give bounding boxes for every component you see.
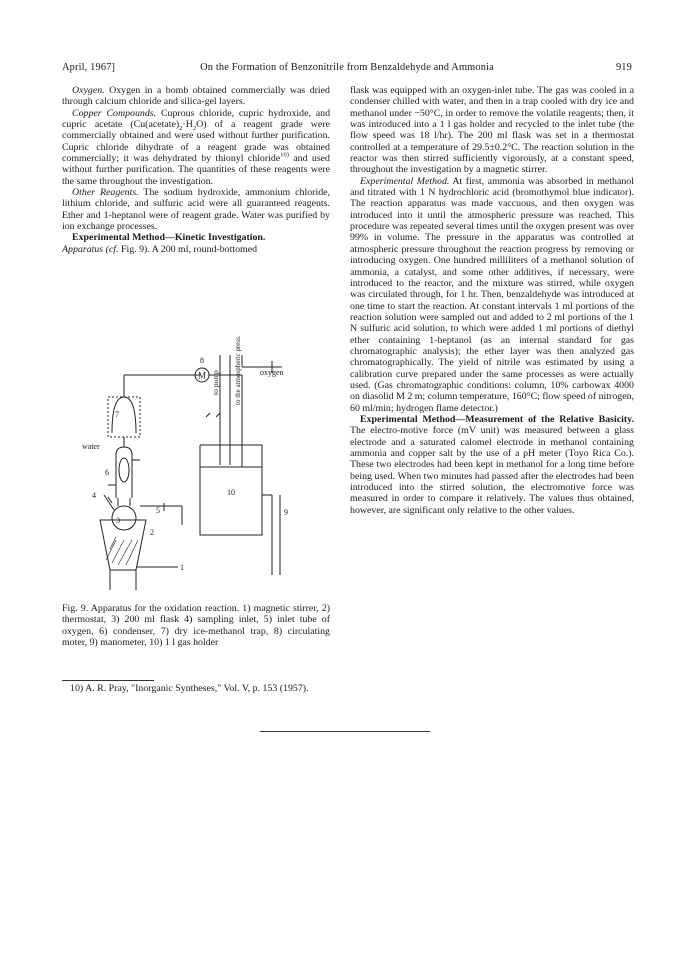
- right-column: [350, 85, 634, 516]
- subhead-oxygen: Oxygen.: [72, 85, 105, 96]
- header-date: April, 1967]: [62, 62, 116, 73]
- magnetic-stirrer: [110, 570, 136, 590]
- caption-text: Fig. 9. Apparatus for the oxidation reaction. 1) magnetic stirrer, 2) thermostat, 3) 200 ml flask 4) sampling inlet, 5) inlet tube of oxygen, 6) condenser, 7) dry ice-methanol trap, 8) circulating moter, 9) manometer, 10) 1 l gas holder: [62, 603, 330, 648]
- left-column: [62, 85, 330, 255]
- text-oxygen: Oxygen in a bomb obtained commercially was dried through calcium chloride and silica-gel layers.: [62, 85, 330, 108]
- label-9: 9: [284, 508, 288, 517]
- text-apparatus: Fig. 9). A 200 ml, round-bottomed: [118, 243, 258, 255]
- oxygen-label: oxygen: [260, 368, 284, 377]
- water-label: water: [82, 442, 100, 451]
- to-atmosphere-label: to the atmospheric press.: [234, 335, 242, 405]
- footnote: [62, 683, 330, 694]
- paragraph-experimental-method: [350, 176, 634, 414]
- footnote-text: 10) A. R. Pray, "Inorganic Syntheses," Vol. V, p. 153 (1957).: [70, 683, 309, 694]
- text-experimental-method: At first, ammonia was absorbed in methanol and titrated with 1 N hydrochloric acid (bromothymol blue indicator). The reaction apparatus was made vaccuous, and then oxygen was introduced into it until the atmospheric pressure was reached. This procedure was repeated several times until the oxygen present was over 99% in volume. The pressure in the apparatus was controlled at atmospheric pressure throughout the reaction progress by removing or introducing oxygen. One hundred milliliters of a methanol solution of ammonia, a catalyst, and some other additives, if necessary, were introduced to the reactor, and the mixture was stirred, while oxygen was circulated through, for 1 hr. Then, benzaldehyde was introduced at one time to start the reaction. At constant intervals 1 ml portions of the reaction solution were sampled out and added to 2 ml portions of the 1 N sulfuric acid solution, to which were added 1 ml portions of diethyl ether containing 1-heptanol (as an internal standard for gas chromatographic analysis); the ether layer was then analyzed gas chromatographically. The yield of nitrile was estimated by using a calibration curve prepared under the same processes as were actually used. (Gas chromatographic conditions: column, 10% carbowax 4000 on diasolid M 2 m; column temperature, 160°C; flow speed of nitrogen, 60 ml/min; hydrogen flame detector.): [350, 175, 634, 414]
- text-cf: (cf.: [103, 243, 119, 255]
- heading-basicity: Experimental Method—Measurement of the Relative Basicity.: [360, 413, 634, 425]
- figure-caption: [62, 603, 330, 648]
- paragraph-apparatus-cont: flask was equipped with an oxygen-inlet tube. The gas was cooled in a condenser chilled with water, and then in a trap cooled with dry ice and methanol under −50°C, in order to remove the volatile reagents; then, it was introduced into a 1 l gas holder and recycled to the inlet tube (the flow speed was 18 l/hr). The 200 ml flask was set in a thermostat controlled at a temperature of 29.5±0.2°C. The reaction solution in the reactor was then stirred sufficiently vigorously, at a constant speed, throughout the investigation by a magnetic stirrer.: [350, 85, 634, 176]
- condenser: [116, 447, 132, 498]
- subhead-copper: Copper Compounds.: [72, 107, 157, 119]
- paragraph-apparatus: [62, 244, 330, 255]
- thermostat-bath: [100, 520, 146, 570]
- paragraph-copper: [62, 108, 330, 187]
- subhead-apparatus: Apparatus: [62, 243, 104, 255]
- label-8: 8: [200, 356, 204, 365]
- label-1: 1: [180, 563, 184, 572]
- end-rule: [260, 731, 430, 732]
- paragraph-other-reagents: [62, 187, 330, 232]
- footnote-ref[interactable]: 10): [280, 151, 289, 159]
- text-copper-b: ·H: [182, 119, 193, 131]
- text-other: The sodium hydroxide, ammonium chloride, lithium chloride, and sulfuric acid were all guaranteed reagents. Ether and 1-heptanol were of reagent grade. Water was purified by ion exchange processes.: [62, 187, 330, 233]
- section-heading-kinetic: [62, 232, 330, 243]
- header-title: On the Formation of Benzonitrile from Benzaldehyde and Ammonia: [200, 62, 494, 73]
- heading-kinetic: Experimental Method—Kinetic Investigation.: [72, 232, 266, 244]
- running-header: [62, 62, 632, 76]
- page-number: 919: [615, 62, 632, 73]
- bath-hatching: [106, 537, 138, 565]
- text-basicity: The electro-motive force (mV unit) was measured between a glass electrode and a saturated calomel electrode in methanol containing ammonia and copper salt by the use of a pH meter (Toyo Rica Co.). These two electrodes had been kept in methanol for a long time before being used. When two minutes had passed after the electrodes had been introduced into the stirred solution, the electromotive force was measured in order to compare it relatively. The values thus obtained, however, are significant only relative to the other values.: [350, 425, 634, 516]
- paragraph-basicity: [350, 414, 634, 516]
- to-pump-label: to pump: [211, 370, 220, 395]
- label-3: 3: [116, 516, 120, 525]
- label-7: 7: [115, 410, 119, 419]
- motor-label: M: [197, 370, 207, 381]
- footnote-rule: [62, 680, 154, 681]
- label-2: 2: [150, 528, 154, 537]
- subhead-other: Other Reagents.: [72, 187, 139, 199]
- text-copper-c: O) of a reagent grade were commercially obtained and were used without further purification. Cupric chloride dihydrate of a reagent grade was obtained commercially; it was dehydrated by thionyl chloride: [62, 119, 330, 165]
- subhead-experimental-method: Experimental Method.: [360, 175, 450, 187]
- apparatus-figure: [82, 335, 312, 590]
- subscript: 2: [179, 125, 183, 132]
- paragraph-oxygen: [62, 85, 330, 108]
- label-5: 5: [156, 506, 160, 515]
- text-copper-a: Cuprous chloride, cupric hydroxide, and cupric acetate (Cu(acetate): [62, 107, 331, 131]
- gas-holder: [200, 467, 262, 535]
- label-4: 4: [92, 491, 96, 500]
- label-10: 10: [227, 488, 235, 497]
- subscript: 2: [192, 125, 197, 132]
- text-copper-d: and used without further purification. The quantities of these reagents were the same throughout the investigation.: [62, 153, 330, 187]
- label-6: 6: [105, 468, 109, 477]
